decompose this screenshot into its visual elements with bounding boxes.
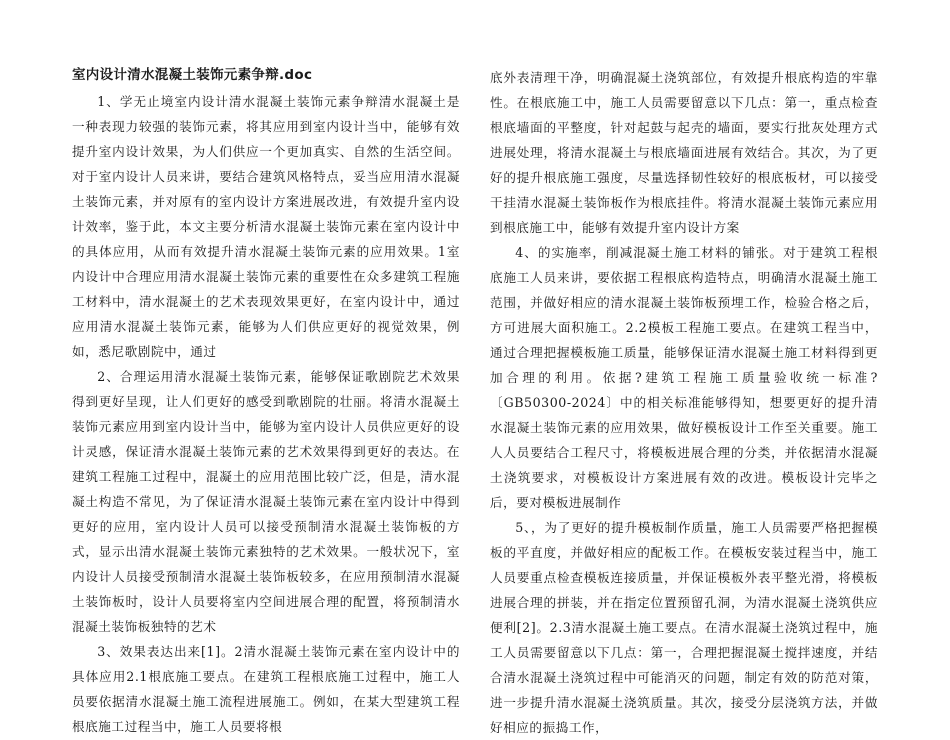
left-column <box>72 64 460 739</box>
paragraph-1: 1、学无止境室内设计清水混凝土装饰元素争辩清水混凝土是一种表现力较强的装饰元素，将其应用到室内设计当中，能够有效提升室内设计效果，为人们供应一个更加真实、自然的生活空间。对于室内设计人员来讲，要结合建筑风格特点，妥当应用清水混凝土装饰元素，并对原有的室内设计方案进展改进，有效提升室内设计效率，鉴于此，本文主要分析清水混凝土装饰元素在室内设计中的具体应用，从而有效提升清水混凝土装饰元素的应用效果。1室内设计中合理应用清水混凝土装饰元素的重要性在众多建筑工程施工材料中，清水混凝土的艺术表现效果更好，在室内设计中，通过应用清水混凝土装饰元素，能够为人们供应更好的视觉效果，例如，悉尼歌剧院中，通过 <box>72 94 460 359</box>
paragraph-3: 3、效果表达出来[1]。2清水混凝土装饰元素在室内设计中的具体应用2.1根底施工要点。在建筑工程根底施工过程中，施工人员要依据清水混凝土施工流程进展施工。例如，在某大型建筑工程根底施工过程当中，施工人员要将根 <box>72 644 460 734</box>
document-title: 室内设计清水混凝土装饰元素争辩.doc <box>72 67 313 83</box>
paragraph-5: 5、，为了更好的提升模板制作质量，施工人员需要严格把握模板的平直度，并做好相应的配板工作。在模板安装过程当中，施工人员要重点检查模板连接质量，并保证模板外表平整光滑，将模板进展合理的拼装，并在指定位置预留孔洞，为清水混凝土浇筑供应便利[2]。2.3清水混凝土施工要点。在清水混凝土浇筑过程中，施工人员需要留意以下几点：第一，合理把握混凝土搅拌速度，并结合清水混凝土浇筑过程中可能消灭的问题，制定有效的防范对策，进一步提升清水混凝土浇筑质量。其次，接受分层浇筑方法，并做好相应的振捣工作， <box>490 520 878 735</box>
right-column <box>490 65 878 740</box>
paragraph-2: 2、合理运用清水混凝土装饰元素，能够保证歌剧院艺术效果得到更好呈现，让人们更好的感受到歌剧院的壮丽。将清水混凝土装饰元素应用到室内设计当中，能够为室内设计人员供应更好的设计灵感，保证清水混凝土装饰元素的艺术效果得到更好的表达。在建筑工程施工过程中，混凝土的应用范围比较广泛，但是，清水混凝土构造不常见，为了保证清水混凝土装饰元素在室内设计中得到更好的应用，室内设计人员可以接受预制清水混凝土装饰板的方式，显示出清水混凝土装饰元素独特的艺术效果。一般状况下，室内设计人员接受预制清水混凝土装饰板较多，在应用预制清水混凝土装饰板时，设计人员要将室内空间进展合理的配置，将预制清水混凝土装饰板独特的艺术 <box>72 369 460 634</box>
paragraph-3-continued: 底外表清理干净，明确混凝土浇筑部位，有效提升根底构造的牢靠性。在根底施工中，施工人员需要留意以下几点：第一，重点检查根底墙面的平整度，针对起鼓与起壳的墙面，要实行批灰处理方式进展处理，将清水混凝土与根底墙面进展有效结合。其次，为了更好的提升根底施工强度，尽量选择韧性较好的根底板材，可以接受干挂清水混凝土装饰板作为根底挂件。将清水混凝土装饰元素应用到根底施工中，能够有效提升室内设计方案 <box>490 70 878 235</box>
paragraph-4: 4、的实施率，削减混凝土施工材料的铺张。对于建筑工程根底施工人员来讲，要依据工程根底构造特点，明确清水混凝土施工范围，并做好相应的清水混凝土装饰板预埋工作，检验合格之后，方可进展大面积施工。2.2模板工程施工要点。在建筑工程当中，通过合理把握模板施工质量，能够保证清水混凝土施工材料得到更加合理的利用。依据?建筑工程施工质量验收统一标准?〔GB50300-2024〕中的相关标准能够得知，想要更好的提升清水混凝土装饰元素的应用效果，做好模板设计工作至关重要。施工人人员要结合工程尺寸，将模板进展合理的分类，并依据清水混凝土浇筑要求，对模板设计方案进展有效的改进。模板设计完毕之后，要对模板进展制作 <box>490 245 878 510</box>
